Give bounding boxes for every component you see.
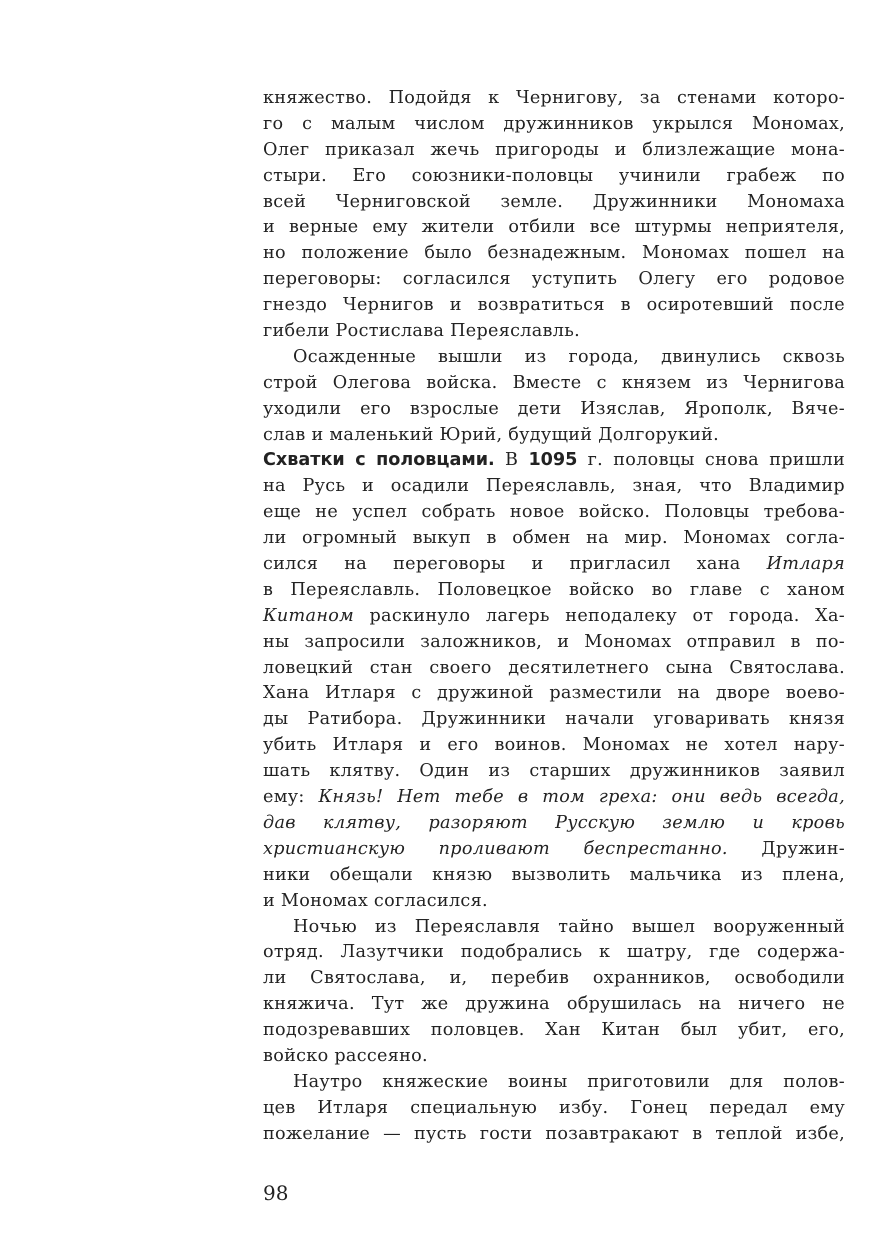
text-line: пожелание — пусть гости позавтракают в теплой избе, — [263, 1123, 845, 1144]
text-line: Наутро княжеские воины приготовили для полов- — [293, 1071, 845, 1092]
text-line: слав и маленький Юрий, будущий Долгорукий. — [263, 424, 720, 445]
text-fragment: ему: — [263, 787, 305, 808]
text-line: войско рассеяно. — [263, 1045, 428, 1066]
text-line: Осажденные вышли из города, двинулись сквозь — [293, 346, 845, 367]
text-line — [263, 604, 845, 630]
text-line: отряд. Лазутчики подобрались к шатру, где содержа- — [263, 942, 845, 963]
text-fragment: сился на переговоры и пригласил хана — [263, 554, 741, 575]
text-line: но положение было безнадежным. Мономах пошел на — [263, 243, 845, 264]
text-line: уходили его взрослые дети Изяслав, Ярополк, Вяче- — [263, 398, 845, 419]
text-line: ли Святослава, и, перебив охранников, освободили — [263, 968, 845, 989]
quote-text: христианскую проливают беспрестанно. — [263, 838, 728, 859]
quote-text: Князь! Нет тебе в том греха: они ведь всегда, — [318, 787, 845, 808]
text-line: еще не успел собрать новое войско. Половцы требова- — [263, 502, 845, 523]
section-heading-line — [263, 448, 845, 474]
text-line — [263, 552, 845, 578]
text-line — [263, 837, 845, 863]
text-line: ники обещали князю вызволить мальчика из плена, — [263, 864, 845, 885]
section-heading: Схватки с половцами. — [263, 450, 495, 471]
text-line: гибели Ростислава Переяславль. — [263, 321, 580, 342]
text-fragment: раскинуло лагерь неподалеку от города. Ха- — [369, 605, 845, 626]
year: 1095 — [528, 450, 578, 471]
page-number: 98 — [263, 1181, 289, 1205]
text-fragment: г. половцы снова пришли — [587, 450, 845, 471]
text-line: подозревавших половцев. Хан Китан был убит, его, — [263, 1020, 845, 1041]
text-line: Олег приказал жечь пригороды и близлежащие мона- — [263, 139, 845, 160]
text-line: го с малым числом дружинников укрылся Мономах, — [263, 113, 845, 134]
text-line: строй Олегова войска. Вместе с князем из Чернигова — [263, 372, 845, 393]
text-line — [263, 785, 845, 811]
text-fragment: В — [504, 450, 519, 471]
text-line: и Мономах согласился. — [263, 890, 488, 911]
body-text — [263, 86, 845, 1148]
text-line: в Переяславль. Половецкое войско во главе с ханом — [263, 579, 845, 600]
text-line: шать клятву. Один из старших дружинников заявил — [263, 761, 845, 782]
quote-text: дав клятву, разоряют Русскую землю и кровь — [263, 812, 845, 833]
text-line: всей Черниговской земле. Дружинники Мономаха — [263, 191, 845, 212]
italic-name: Китаном — [263, 605, 354, 626]
text-line: ны запросили заложников, и Мономах отправил в по- — [263, 631, 845, 652]
text-line: гнездо Чернигов и возвратиться в осиротевший после — [263, 295, 845, 316]
text-line: ли огромный выкуп в обмен на мир. Мономах согла- — [263, 528, 845, 549]
italic-name: Итларя — [766, 554, 845, 575]
text-line: на Русь и осадили Переяславль, зная, что Владимир — [263, 476, 845, 497]
text-line: цев Итларя специальную избу. Гонец передал ему — [263, 1097, 845, 1118]
text-line: Ночью из Переяславля тайно вышел вооруженный — [293, 916, 845, 937]
text-line: княжича. Тут же дружина обрушилась на ничего не — [263, 994, 845, 1015]
text-line: и верные ему жители отбили все штурмы неприятеля, — [263, 217, 845, 238]
text-line: переговоры: согласился уступить Олегу его родовое — [263, 269, 845, 290]
text-line: ды Ратибора. Дружинники начали уговаривать князя — [263, 709, 845, 730]
text-line: княжество. Подойдя к Чернигову, за стенами которо- — [263, 88, 845, 108]
text-line: ловецкий стан своего десятилетнего сына Святослава. — [263, 657, 845, 678]
text-line: стыри. Его союзники-половцы учинили грабеж по — [263, 165, 845, 186]
text-fragment: Дружин- — [761, 838, 845, 859]
text-line: Хана Итларя с дружиной разместили на дворе воево- — [263, 683, 845, 704]
text-line: убить Итларя и его воинов. Мономах не хотел нару- — [263, 735, 845, 756]
